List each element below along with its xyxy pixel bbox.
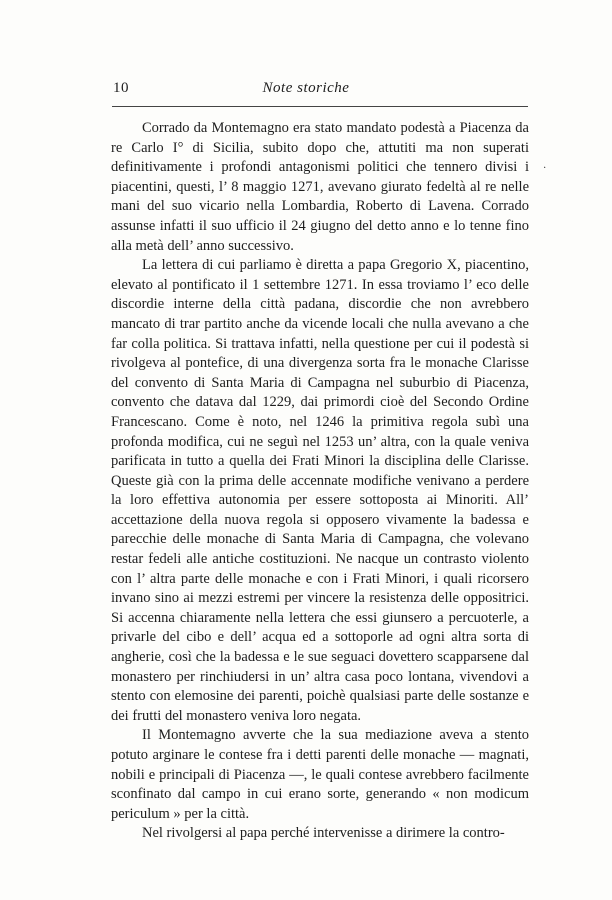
paragraph-4: Nel rivolgersi al papa perché intervenisse a dirimere la contro- (142, 825, 505, 842)
page-number: 10 (113, 80, 129, 96)
header-rule (112, 106, 528, 107)
paragraph-2: La lettera di cui parliamo è diretta a papa Gregorio X, piacentino, elevato al pontificato il 1 settembre 1271. In essa troviamo l’ eco delle discordie interne della città padana, discordie che non avrebbero mancato di trar partito anche da vicende locali che nulla avevano a che far colla politica. Si trattava infatti, nella questione per cui il podestà si rivolgeva al pontefice, di una divergenza sorta fra le monache Clarisse del convento di Santa Maria di Campagna nel suburbio di Piacenza, convento che datava dal 1229, dai primordi cioè del Secondo Ordine Francescano. Come è noto, nel 1246 la primitiva regola subì una profonda modifica, cui ne seguì nel 1253 un’ altra, con la quale veniva parificata in tutto a quella dei Frati Minori la disciplina delle Clarisse. Queste già con la prima delle accennate modifiche venivano a perdere la loro effettiva autonomia per essere sottoposta ai Minoriti. All’ accettazione della nuova regola si opposero vivamente la badessa e parecchie delle monache di Santa Maria di Campagna, che volevano restar fedeli alle antiche costituzioni. Ne nacque un contrasto violento con l’ altra parte delle monache e con i Frati Minori, i quali ricorsero invano sino ai mezzi estremi per vincere la resistenza delle oppositrici. Si accenna chiaramente nella lettera che essi giunsero a percuoterle, a privarle del cibo e dell’ acqua ed a sottoporle ad ogni altra sorta di angherie, così che la badessa e le sue seguaci dovettero scapparsene dal monastero per rinchiudersi in un’ altra casa poco lontana, vivendovi a stento con elemosine dei parenti, poichè qualsiasi parte delle sostanze e dei frutti del monastero veniva loro negata. (111, 257, 529, 724)
running-title: Note storiche (262, 80, 350, 96)
paragraph-1: Corrado da Montemagno era stato mandato podestà a Piacenza da re Carlo I° di Sicilia, subito dopo che, attutiti ma non superati definitivamente i profondi antagonismi politici che tennero divisi i piacentini, questi, l’ 8 maggio 1271, avevano giurato fedeltà al re nelle mani del suo vicario nella Lombardia, Roberto di Lavena. Corrado assunse infatti il suo ufficio il 24 giugno del detto anno e lo tenne fino alla metà dell’ anno successivo. (111, 120, 529, 254)
margin-speck: ․ (543, 160, 547, 171)
body-text (111, 119, 529, 844)
paragraph-3: Il Montemagno avverte che la sua mediazione aveva a stento potuto arginare le contese fra i detti parenti delle monache — magnati, nobili e principali di Piacenza —, le quali contese avrebbero facilmente sconfinato dal campo in cui erano sorte, generando « non modicum periculum » per la città. (111, 727, 529, 822)
